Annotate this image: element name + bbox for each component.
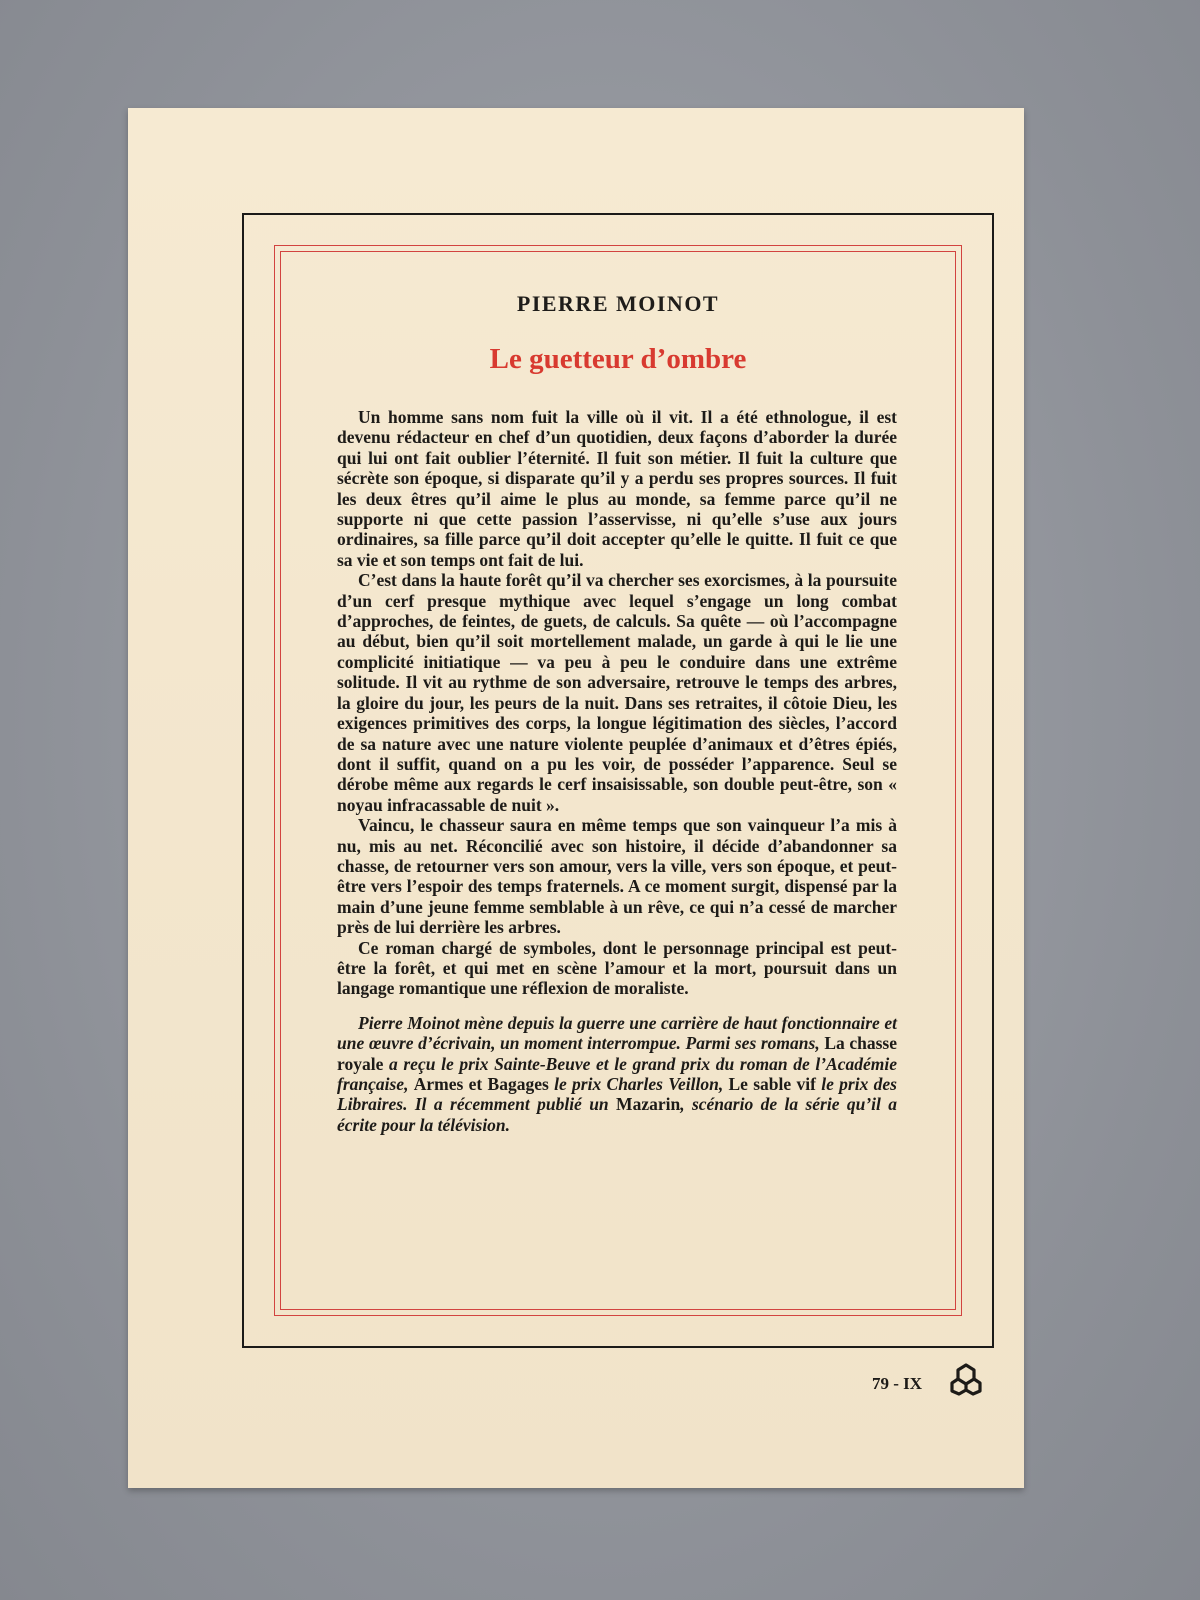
bio-book-armes-et-bagages: Armes et Bagages <box>413 1074 549 1094</box>
author-biography <box>337 1013 897 1135</box>
blurb-paragraph-4: Ce roman chargé de symboles, dont le personnage principal est peut-être la forêt, et qui met en scène l’amour et la mort, poursuit dans un langage romantique une réflexion de moraliste. <box>337 937 897 999</box>
book-title: Le guetteur d’ombre <box>489 343 747 375</box>
outer-black-frame <box>242 213 994 1348</box>
author-name: PIERRE MOINOT <box>516 291 720 316</box>
catalog-code: 79 - IX <box>872 1374 923 1393</box>
publisher-logo-icon <box>948 1361 984 1397</box>
bio-text-3: le prix Charles Veillon, <box>548 1074 729 1094</box>
blurb-paragraph-1: Un homme sans nom fuit la ville où il vit. Il a été ethnologue, il est devenu rédacteur en chef d’un quotidien, deux façons d’aborder la durée qui lui ont fait oublier l’éternité. Il fuit son métier. Il fuit la culture que sécrète son époque, si disparate qu’il y a perdu ses propres sources. Il fuit les deux êtres qu’il aime le plus au monde, sa femme parce qu’il ne supporte ni que cette passion l’asservisse, ni qu’elle s’use aux jours ordinaires, sa fille parce qu’il doit accepter qu’elle le quitte. Il fuit ce que sa vie et son temps ont fait de lui. <box>337 407 897 570</box>
book-back-cover <box>128 108 1024 1488</box>
blurb-text <box>337 407 897 1135</box>
bio-book-le-sable-vif: Le sable vif <box>728 1074 816 1094</box>
bio-text-1: Pierre Moinot mène depuis la guerre une carrière de haut fonctionnaire et une œuvre d’écrivain, un moment interrompue. Parmi ses romans, <box>337 1012 897 1054</box>
blurb-paragraph-3: Vaincu, le chasseur saura en même temps que son vainqueur l’a mis à nu, mis au net. Réconcilié avec son histoire, il décide d’abandonner sa chasse, de retourner vers son amour, vers la ville, vers son époque, et peut-être vers l’espoir des temps fraternels. A ce moment surgit, dispensé par la main d’une jeune femme semblable à un rêve, ce qui n’a cessé de marcher près de lui derrière les arbres. <box>337 815 897 938</box>
bio-text-4: le prix des Libraires. Il a récemment publié un <box>337 1074 897 1115</box>
bio-text-5: , scénario de la série qu’il a écrite pour la télévision. <box>337 1094 897 1135</box>
bio-book-la-chasse-royale: La chasse royale <box>337 1033 898 1074</box>
bio-text-2: a reçu le prix Sainte-Beuve et le grand prix du roman de l’Académie française, <box>337 1053 897 1094</box>
bio-book-mazarin: Mazarin <box>616 1094 681 1115</box>
blurb-paragraph-2: C’est dans la haute forêt qu’il va chercher ses exorcismes, à la poursuite d’un cerf presque mythique avec lequel s’engage un long combat d’approches, de feintes, de guets, de calculs. Sa quête — où l’accompagne au début, bien qu’il soit mortellement malade, un garde à qui le lie une complicité initiatique — va peu à peu le conduire dans une extrême solitude. Il vit au rythme de son adversaire, retrouve le temps des arbres, la gloire du jour, les peurs de la nuit. Dans ses retraites, il côtoie Dieu, les exigences primitives des corps, la longue légitimation des siècles, l’accord de sa nature avec une nature violente peuplée d’animaux et d’êtres épiés, dont il suffit, quand on a pu les voir, de posséder l’apparence. Seul se dérobe même aux regards le cerf insaisissable, son double peut-être, son « noyau infracassable de nuit ». <box>337 570 897 815</box>
